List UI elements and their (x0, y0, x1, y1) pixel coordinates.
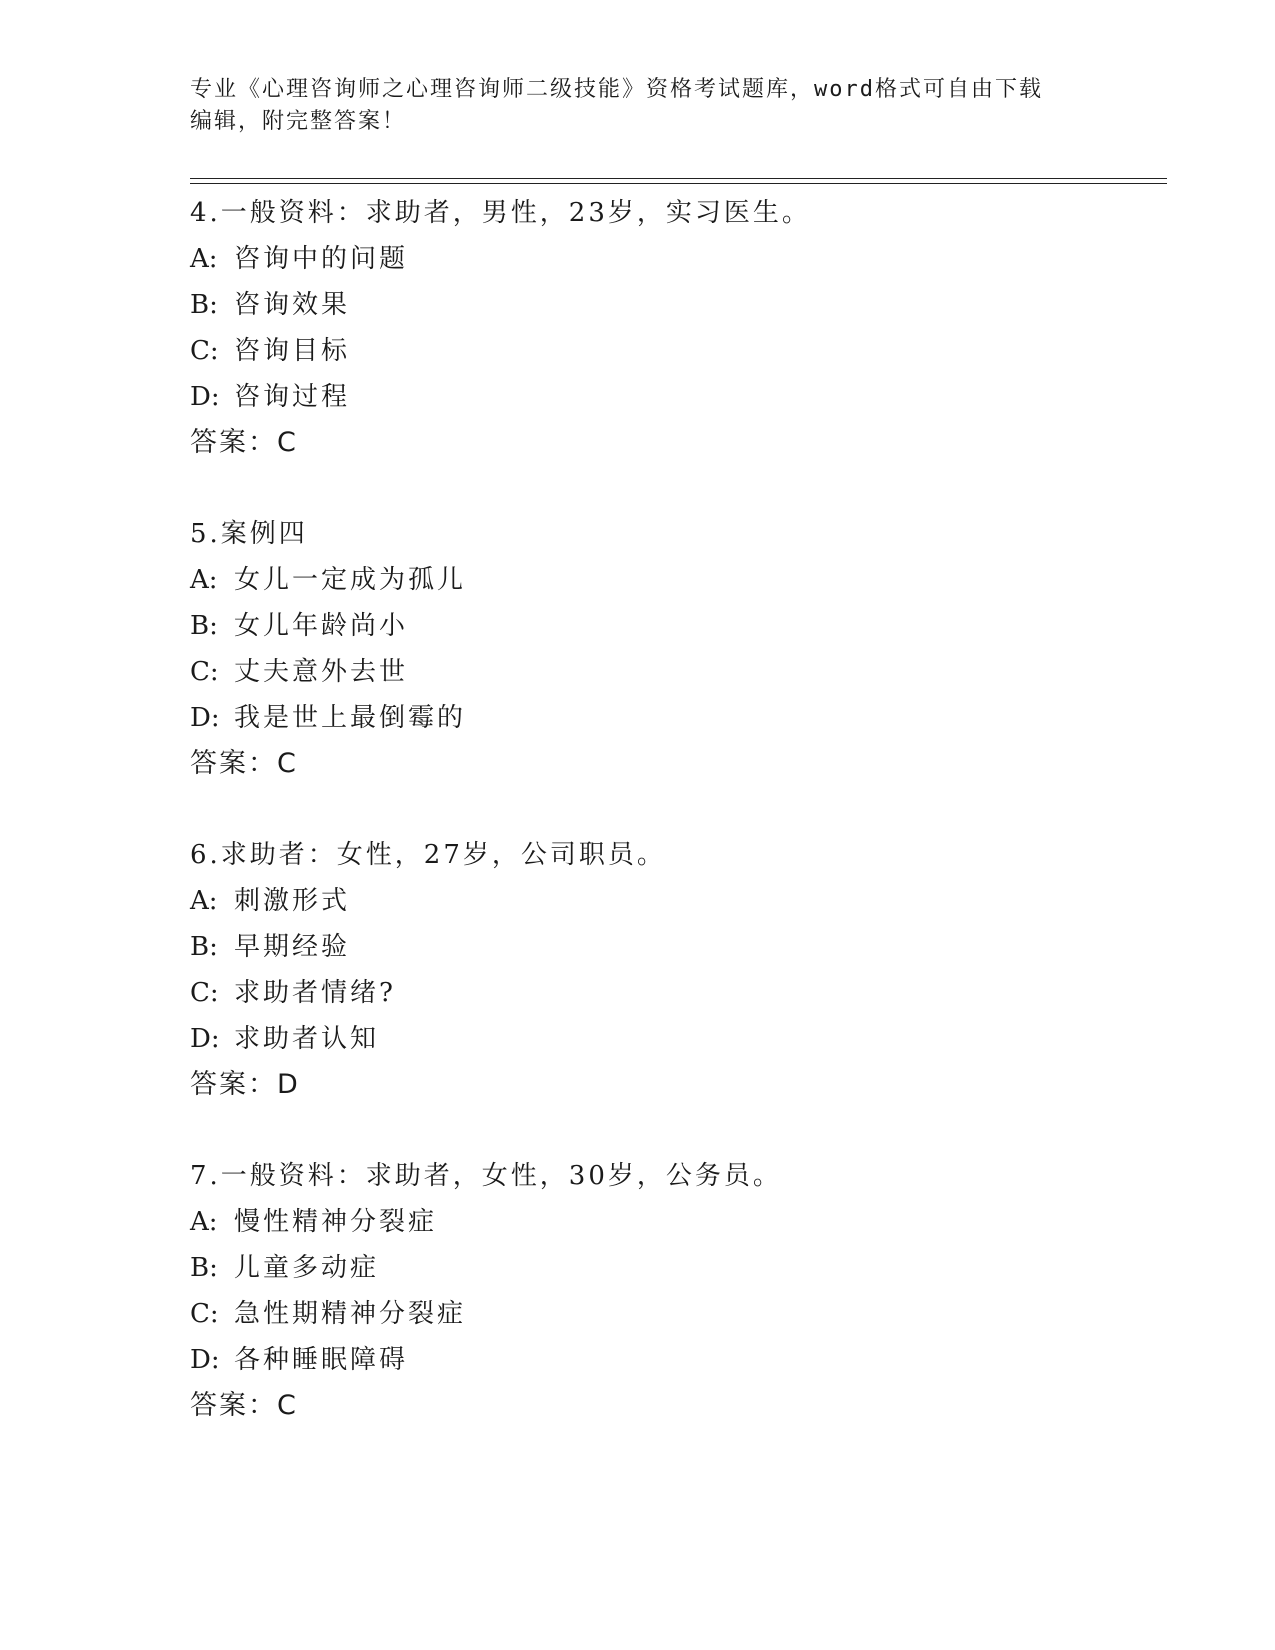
option-b (190, 924, 1150, 970)
question-stem: 7.一般资料：求助者，女性，30岁，公务员。 (190, 1161, 782, 1191)
option-c (190, 328, 1150, 374)
header-divider-bottom (190, 183, 1167, 184)
option-text: 咨询目标 (234, 336, 351, 366)
option-b (190, 603, 1150, 649)
option-letter: B: (190, 1253, 218, 1283)
option-text: 我是世上最倒霉的 (234, 703, 467, 733)
option-letter: B: (190, 290, 218, 320)
option-text: 各种睡眠障碍 (234, 1345, 409, 1375)
option-a (190, 236, 1150, 282)
answer-line: 答案：C (190, 427, 298, 458)
option-letter: A: (190, 886, 218, 916)
question-block (190, 511, 1150, 787)
header-line-1: 专业《心理咨询师之心理咨询师二级技能》资格考试题库，word格式可自由下载 (190, 77, 1043, 102)
option-letter: A: (190, 244, 218, 274)
option-letter: C: (190, 657, 219, 687)
answer-line: 答案：C (190, 1390, 298, 1421)
document-header (190, 74, 1090, 138)
option-text: 求助者情绪? (234, 978, 396, 1008)
question-stem: 5.案例四 (190, 519, 308, 549)
option-c (190, 1291, 1150, 1337)
option-a (190, 878, 1150, 924)
option-letter: A: (190, 565, 218, 595)
option-letter: C: (190, 978, 219, 1008)
option-a (190, 1199, 1150, 1245)
option-text: 刺激形式 (234, 886, 351, 916)
header-line-2: 编辑，附完整答案！ (190, 109, 407, 134)
answer-line: 答案：D (190, 1069, 300, 1100)
option-d (190, 1337, 1150, 1383)
option-b (190, 1245, 1150, 1291)
option-d (190, 374, 1150, 420)
option-text: 女儿年龄尚小 (234, 611, 409, 641)
option-text: 儿童多动症 (234, 1253, 380, 1283)
option-letter: D: (190, 382, 220, 412)
option-letter: A: (190, 1207, 218, 1237)
option-text: 早期经验 (234, 932, 351, 962)
option-a (190, 557, 1150, 603)
option-d (190, 1016, 1150, 1062)
option-letter: D: (190, 1024, 220, 1054)
question-stem: 6.求助者：女性，27岁，公司职员。 (190, 840, 666, 870)
question-stem: 4.一般资料：求助者，男性，23岁，实习医生。 (190, 198, 811, 228)
option-text: 急性期精神分裂症 (234, 1299, 467, 1329)
option-text: 求助者认知 (234, 1024, 380, 1054)
header-divider-top (190, 178, 1167, 179)
option-text: 咨询效果 (234, 290, 351, 320)
option-letter: C: (190, 1299, 219, 1329)
option-c (190, 970, 1150, 1016)
option-letter: D: (190, 1345, 220, 1375)
question-block (190, 190, 1150, 466)
option-letter: B: (190, 932, 218, 962)
option-text: 咨询中的问题 (234, 244, 409, 274)
option-text: 咨询过程 (234, 382, 351, 412)
question-block (190, 1153, 1150, 1429)
option-text: 慢性精神分裂症 (234, 1207, 438, 1237)
option-letter: B: (190, 611, 218, 641)
option-d (190, 695, 1150, 741)
option-letter: C: (190, 336, 219, 366)
answer-line: 答案：C (190, 748, 298, 779)
question-block (190, 832, 1150, 1108)
option-text: 女儿一定成为孤儿 (234, 565, 467, 595)
option-letter: D: (190, 703, 220, 733)
option-text: 丈夫意外去世 (234, 657, 409, 687)
option-c (190, 649, 1150, 695)
option-b (190, 282, 1150, 328)
